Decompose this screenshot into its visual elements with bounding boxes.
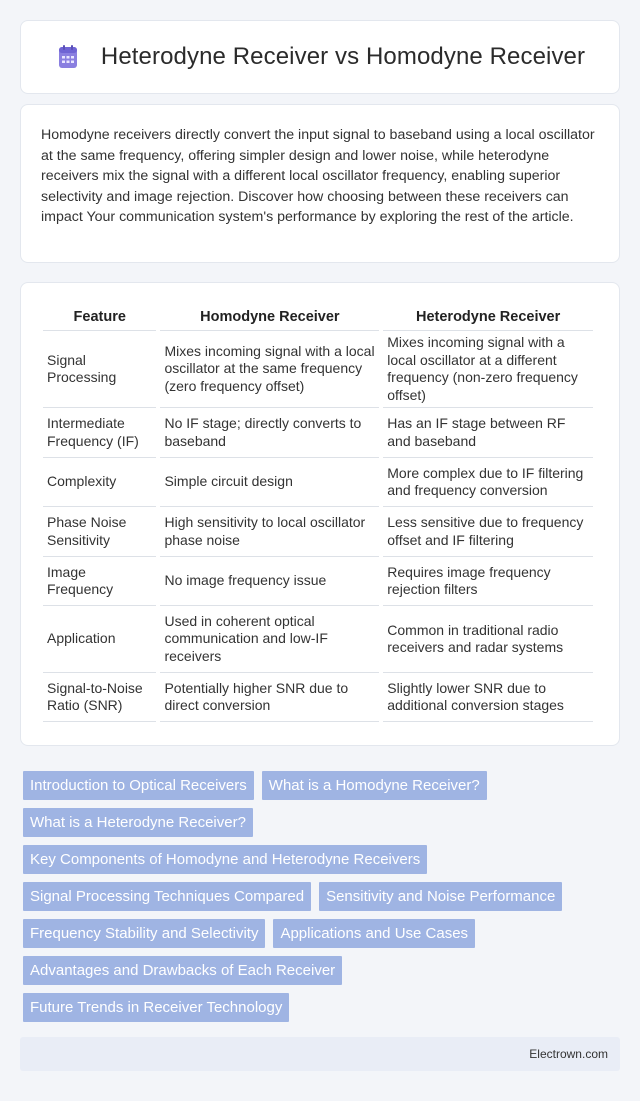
page-title: Heterodyne Receiver vs Homodyne Receiver: [100, 43, 586, 70]
table-cell-homodyne: High sensitivity to local oscillator phase noise: [160, 507, 379, 557]
table-cell-feature: Signal Processing: [43, 331, 156, 408]
table-cell-heterodyne: Requires image frequency rejection filters: [383, 557, 593, 606]
topic-tag[interactable]: Signal Processing Techniques Compared: [23, 882, 311, 911]
footer-site-name[interactable]: Electrown.com: [529, 1047, 608, 1061]
document-icon: [55, 44, 81, 70]
column-header-homodyne: Homodyne Receiver: [160, 303, 379, 331]
header-card: [20, 20, 620, 94]
intro-card: [20, 104, 620, 263]
table-row: [43, 606, 593, 673]
table-row: [43, 507, 593, 557]
table-cell-feature: Image Frequency: [43, 557, 156, 606]
table-row: [43, 458, 593, 507]
table-cell-heterodyne: Common in traditional radio receivers and radar systems: [383, 606, 593, 673]
topic-tag[interactable]: Introduction to Optical Receivers: [23, 771, 254, 800]
table-cell-homodyne: Used in coherent optical communication and low-IF receivers: [160, 606, 379, 673]
table-cell-heterodyne: More complex due to IF filtering and frequency conversion: [383, 458, 593, 507]
topic-tag[interactable]: Advantages and Drawbacks of Each Receiver: [23, 956, 342, 985]
column-header-heterodyne: Heterodyne Receiver: [383, 303, 593, 331]
table-cell-feature: Intermediate Frequency (IF): [43, 408, 156, 458]
table-header-row: [43, 303, 593, 331]
table-cell-homodyne: Potentially higher SNR due to direct conversion: [160, 673, 379, 722]
table-cell-heterodyne: Has an IF stage between RF and baseband: [383, 408, 593, 458]
topic-tag[interactable]: Key Components of Homodyne and Heterodyne Receivers: [23, 845, 427, 874]
table-cell-homodyne: No image frequency issue: [160, 557, 379, 606]
table-cell-homodyne: Simple circuit design: [160, 458, 379, 507]
footer: [20, 1037, 620, 1071]
table-cell-feature: Signal-to-Noise Ratio (SNR): [43, 673, 156, 722]
comparison-table: [39, 303, 597, 722]
table-cell-homodyne: No IF stage; directly converts to baseband: [160, 408, 379, 458]
topic-tag[interactable]: Sensitivity and Noise Performance: [319, 882, 562, 911]
table-cell-heterodyne: Less sensitive due to frequency offset and IF filtering: [383, 507, 593, 557]
topic-tag[interactable]: Frequency Stability and Selectivity: [23, 919, 265, 948]
table-row: [43, 408, 593, 458]
topic-tag[interactable]: What is a Homodyne Receiver?: [262, 771, 487, 800]
column-header-feature: Feature: [43, 303, 156, 331]
table-cell-feature: Application: [43, 606, 156, 673]
comparison-card: [20, 282, 620, 746]
table-row: [43, 331, 593, 408]
table-cell-homodyne: Mixes incoming signal with a local oscillator at the same frequency (zero frequency offset): [160, 331, 379, 408]
table-cell-feature: Phase Noise Sensitivity: [43, 507, 156, 557]
topic-tag[interactable]: Future Trends in Receiver Technology: [23, 993, 289, 1022]
topic-tag[interactable]: What is a Heterodyne Receiver?: [23, 808, 253, 837]
topic-tags: [23, 771, 623, 1030]
table-row: [43, 557, 593, 606]
table-cell-heterodyne: Mixes incoming signal with a local oscillator at a different frequency (non-zero frequency offset): [383, 331, 593, 408]
table-cell-heterodyne: Slightly lower SNR due to additional conversion stages: [383, 673, 593, 722]
intro-text: Homodyne receivers directly convert the input signal to baseband using a local oscillator at the same frequency, offering simpler design and lower noise, while heterodyne receivers mix the signal with a different local oscillator frequency, enabling superior selectivity and image rejection. Discover how choosing between these receivers can impact Your communication system's performance by exploring the rest of the article.: [41, 127, 595, 225]
topic-tag[interactable]: Applications and Use Cases: [273, 919, 475, 948]
header: [21, 21, 619, 93]
table-row: [43, 673, 593, 722]
table-cell-feature: Complexity: [43, 458, 156, 507]
